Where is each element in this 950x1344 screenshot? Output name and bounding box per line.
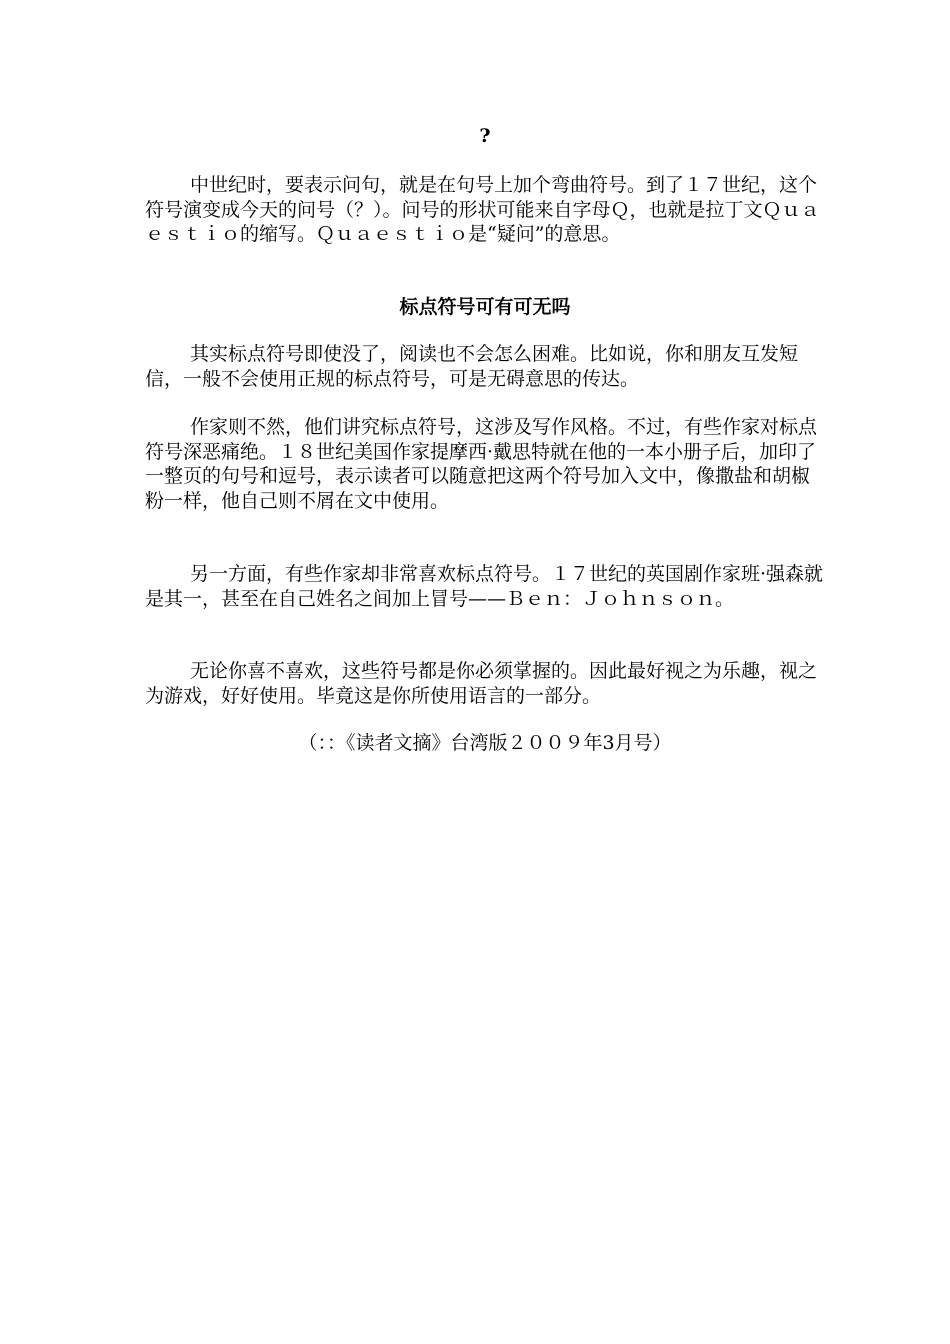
source-note: （：：《读者文摘》台湾版２００９年3月号） xyxy=(298,732,672,754)
paragraph-1: 其实标点符号即使没了，阅读也不会怎么困难。比如说，你和朋友互发短信，一般不会使用正规的标点符号，可是无碍意思的传达。 xyxy=(145,343,799,390)
paragraph-4: 无论你喜不喜欢，这些符号都是你必须掌握的。因此最好视之为乐趣，视之为游戏，好好使用。毕竟这是你所使用语言的一部分。 xyxy=(145,660,818,707)
section-heading: 标点符号可有可无吗 xyxy=(399,296,571,318)
paragraph-question-mark-origin: 中世纪时，要表示问句，就是在句号上加个弯曲符号。到了１７世纪，这个符号演变成今天的问号（？）。问号的形状可能来自字母Ｑ，也就是拉丁文Ｑｕａｅｓｔｉｏ的缩写。Ｑｕａｅｓｔｉｏ是“疑问”的意思。 xyxy=(145,174,820,245)
paragraph-3: 另一方面，有些作家却非常喜欢标点符号。１７世纪的英国剧作家班·强森就是其一，甚至在自己姓名之间加上冒号——Ｂｅｎ：Ｊｏｈｎｓｏｎ。 xyxy=(145,563,824,610)
paragraph-2: 作家则不然，他们讲究标点符号，这涉及写作风格。不过，有些作家对标点符号深恶痛绝。１８世纪美国作家提摩西·戴思特就在他的一本小册子后，加印了一整页的句号和逗号，表示读者可以随意把这两个符号加入文中，像撒盐和胡椒粉一样，他自己则不屑在文中使用。 xyxy=(145,416,818,512)
question-mark-title: ? xyxy=(479,125,491,147)
